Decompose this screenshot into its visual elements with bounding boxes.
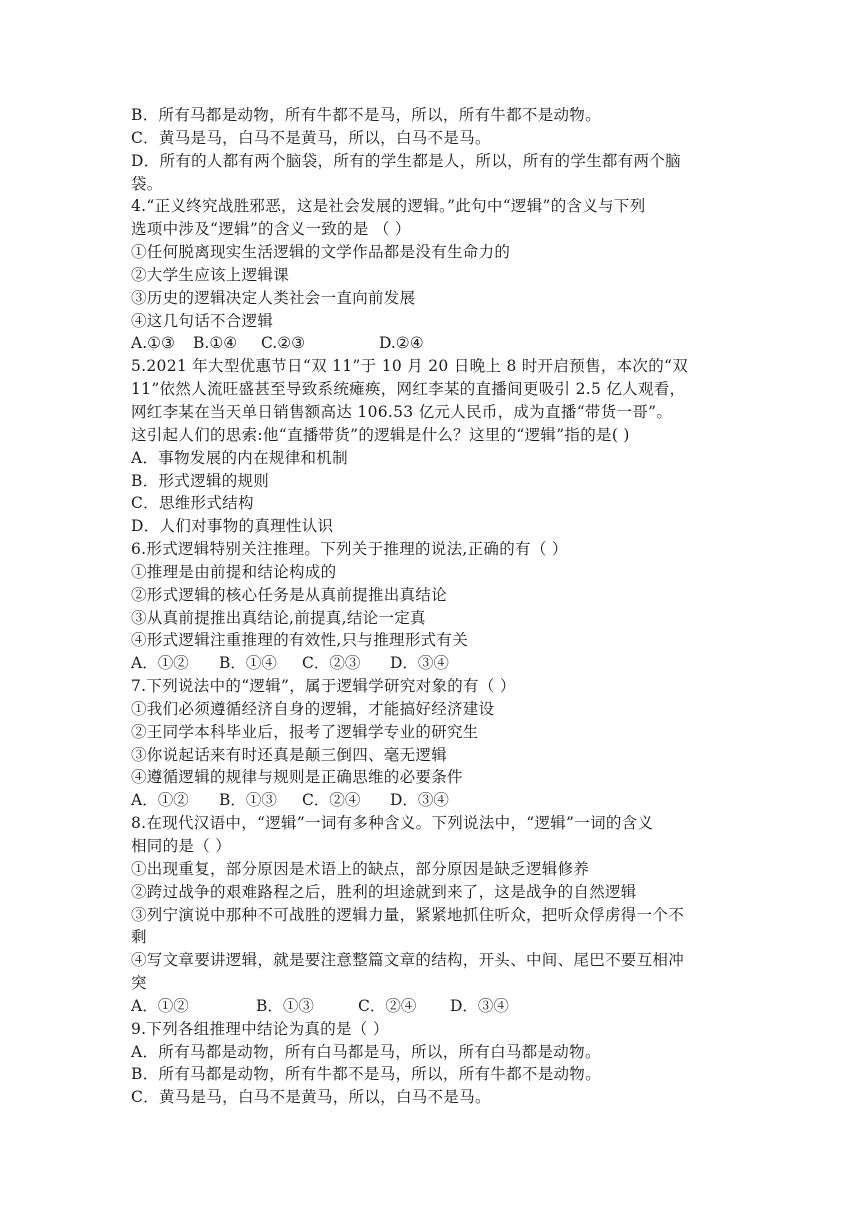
statement-item: 突 — [131, 974, 147, 993]
statement-item: ③你说起话来有时还真是颠三倒四、毫无逻辑 — [131, 745, 448, 764]
document-page — [131, 104, 741, 1109]
question-7-options — [131, 789, 741, 812]
option-line: B．所有马都是动物，所有牛都不是马，所以，所有牛都不是动物。 — [131, 1065, 601, 1084]
statement-item: ④形式逻辑注重推理的有效性,只与推理形式有关 — [131, 631, 469, 650]
question-6-options — [131, 652, 741, 675]
statement-item: ③列宁演说中那种不可战胜的逻辑力量，紧紧地抓住听众，把听众俘虏得一个不 — [131, 905, 685, 924]
option-line: D．人们对事物的真理性认识 — [131, 517, 334, 536]
option-a: A．①② — [131, 791, 189, 810]
option-d: D．③④ — [390, 791, 449, 810]
question-4-stem: 选项中涉及“逻辑”的含义一致的是 （ ） — [131, 220, 411, 239]
statement-item: ④写文章要讲逻辑，就是要注意整篇文章的结构，开头、中间、尾巴不要互相冲 — [131, 951, 685, 970]
option-b: B．①④ — [219, 654, 277, 673]
option-d: D.②④ — [379, 334, 424, 353]
option-line: B．形式逻辑的规则 — [131, 471, 270, 490]
option-a: A．①② — [131, 996, 189, 1015]
statement-item: ①出现重复，部分原因是术语上的缺点，部分原因是缺乏逻辑修养 — [131, 859, 590, 878]
question-5-stem: 网红李某在当天单日销售额高达 106.53 亿元人民币，成为直播“带货一哥”。 — [131, 402, 673, 421]
question-6-stem: 6.形式逻辑特别关注推理。下列关于推理的说法,正确的有（ ） — [131, 540, 568, 559]
statement-item: ①任何脱离现实生活逻辑的文学作品都是没有生命力的 — [131, 243, 511, 262]
question-9-stem: 9.下列各组推理中结论为真的是（ ） — [131, 1019, 389, 1038]
statement-item: ②跨过战争的艰难路程之后，胜利的坦途就到来了，这是战争的自然逻辑 — [131, 882, 637, 901]
text-line: C．黄马是马，白马不是黄马，所以，白马不是马。 — [131, 128, 491, 147]
option-c: C．②④ — [358, 996, 417, 1015]
statement-item: ④这几句话不合逻辑 — [131, 311, 274, 330]
option-b: B．①③ — [256, 996, 314, 1015]
statement-item: 剩 — [131, 928, 147, 947]
statement-item: ①我们必须遵循经济自身的逻辑，才能搞好经济建设 — [131, 699, 495, 718]
option-b: B.①④ — [193, 334, 238, 353]
question-5-stem: 5.2021 年大型优惠节日“双 11”于 10 月 20 日晚上 8 时开启预售，本次的“双 — [131, 357, 689, 376]
question-8-stem: 8.在现代汉语中，“逻辑”一词有多种含义。下列说法中，“逻辑”一词的含义 — [131, 814, 654, 833]
option-c: C．②③ — [302, 654, 361, 673]
question-8-options — [131, 995, 741, 1018]
question-5-stem: 这引起人们的思索:他“直播带货”的逻辑是什么？这里的“逻辑”指的是( ) — [131, 425, 630, 444]
option-d: D．③④ — [450, 996, 509, 1015]
option-c: C．②④ — [302, 791, 361, 810]
question-8-stem: 相同的是（ ） — [131, 837, 232, 855]
option-c: C.②③ — [261, 334, 306, 353]
option-line: C．黄马是马，白马不是黄马，所以，白马不是马。 — [131, 1088, 491, 1107]
statement-item: ②王同学本科毕业后，报考了逻辑学专业的研究生 — [131, 722, 479, 741]
question-4-options — [131, 332, 741, 355]
option-line: A．所有马都是动物，所有白马都是马，所以，所有白马都是动物。 — [131, 1042, 601, 1061]
text-line: 袋。 — [131, 174, 163, 193]
text-line: D．所有的人都有两个脑袋，所有的学生都是人，所以，所有的学生都有两个脑 — [131, 151, 681, 170]
question-5-stem: 11”依然人流旺盛甚至导致系统瘫痪，网红李某的直播间更吸引 2.5 亿人观看， — [131, 380, 686, 399]
statement-item: ④遵循逻辑的规律与规则是正确思维的必要条件 — [131, 768, 463, 787]
option-a: A．①② — [131, 654, 189, 673]
option-line: A．事物发展的内在规律和机制 — [131, 448, 348, 467]
option-line: C．思维形式结构 — [131, 494, 254, 513]
statement-item: ③历史的逻辑决定人类社会一直向前发展 — [131, 288, 416, 307]
statement-item: ②形式逻辑的核心任务是从真前提推出真结论 — [131, 585, 448, 604]
option-d: D．③④ — [390, 654, 449, 673]
statement-item: ②大学生应该上逻辑课 — [131, 265, 290, 284]
question-4-stem: 4.“正义终究战胜邪恶，这是社会发展的逻辑。”此句中“逻辑”的含义与下列 — [131, 197, 646, 216]
text-line: B．所有马都是动物，所有牛都不是马，所以，所有牛都不是动物。 — [131, 106, 601, 124]
statement-item: ③从真前提推出真结论,前提真,结论一定真 — [131, 608, 426, 627]
option-a: A.①③ — [131, 334, 175, 353]
question-7-stem: 7.下列说法中的“逻辑”，属于逻辑学研究对象的有（ ） — [131, 677, 516, 696]
option-b: B．①③ — [219, 791, 277, 810]
statement-item: ①推理是由前提和结论构成的 — [131, 562, 337, 581]
